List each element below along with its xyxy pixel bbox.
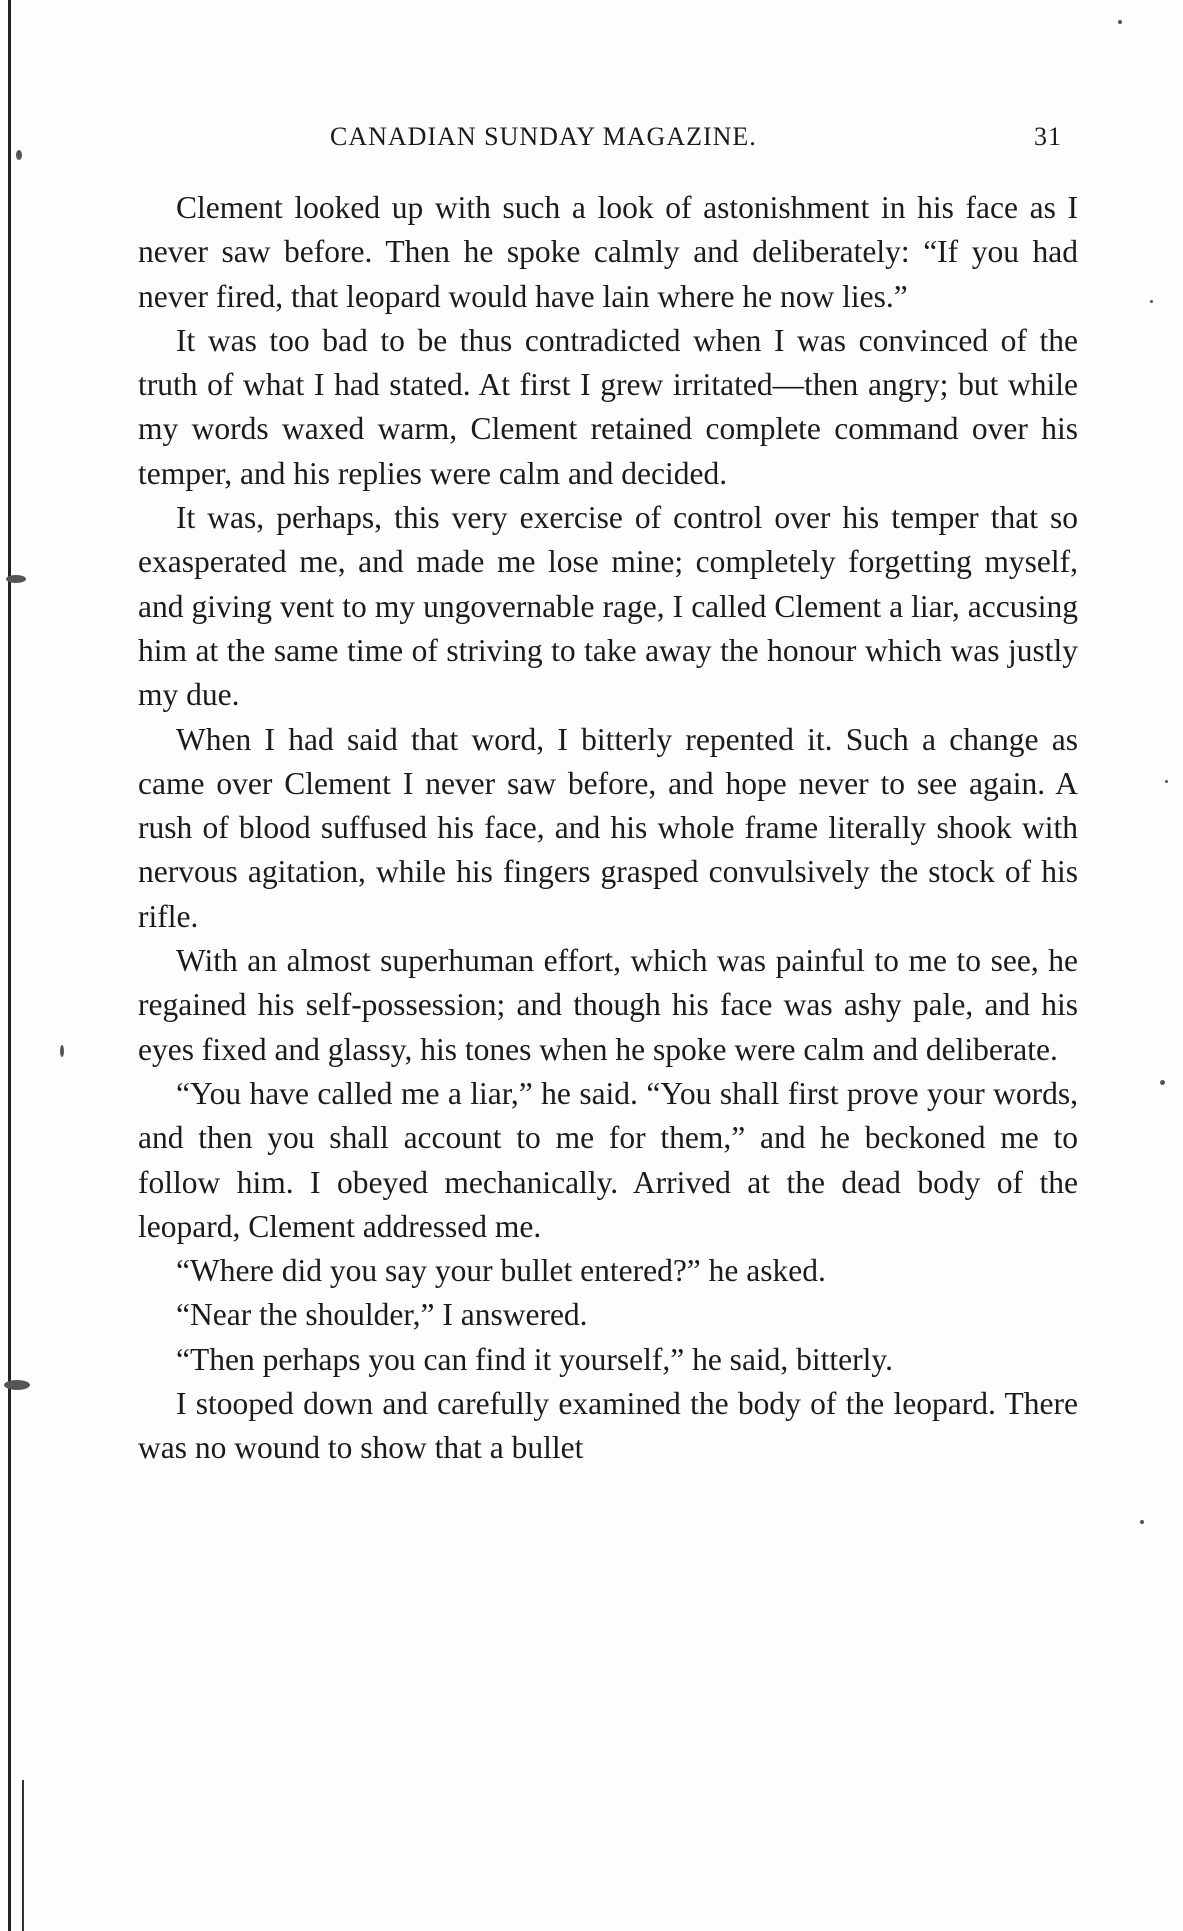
paragraph: “You have called me a liar,” he said. “You shall first prove your words, and then you shall account to me for them,” and he beckoned me to follow him. I obeyed mechanically. Arrived at the dead body of the leopard, Clement addressed me. [138, 1075, 1078, 1244]
paragraph: “Near the shoulder,” I answered. [176, 1297, 588, 1333]
paragraph: I stooped down and carefully examined the body of the leopard. There was no wound to show that a bullet [138, 1386, 1078, 1466]
paragraph: “Then perhaps you can find it yourself,” he said, bitterly. [176, 1341, 893, 1377]
page-binding-edge-lower [22, 1780, 24, 1931]
scan-speck [1165, 780, 1168, 783]
scan-speck [6, 575, 26, 583]
scan-speck [1118, 20, 1122, 24]
paragraph: Clement looked up with such a look of astonishment in his face as I never saw before. Then he spoke calmly and deliberately: “If you had never fired, that leopard would have lain where he now lies.” [138, 190, 1078, 314]
running-title: CANADIAN SUNDAY MAGAZINE. [330, 122, 757, 151]
page-binding-edge [8, 0, 11, 1931]
paragraph: It was too bad to be thus contradicted when I was convinced of the truth of what I had stated. At first I grew irritated—then angry; but while my words waxed warm, Clement retained complete command over his temper, and his replies were calm and decided. [138, 322, 1078, 491]
scan-speck [60, 1045, 64, 1057]
paragraph: “Where did you say your bullet entered?” he asked. [176, 1253, 826, 1289]
scan-speck [1150, 300, 1153, 303]
scan-speck [1160, 1080, 1165, 1085]
paragraph: It was, perhaps, this very exercise of control over his temper that so exasperated me, and made me lose mine; completely forgetting myself, and giving vent to my ungovernable rage, I called Clement a liar, accusing him at the same time of striving to take away the honour which was justly my due. [138, 500, 1078, 713]
scan-speck [1140, 1520, 1144, 1524]
scan-speck [16, 150, 22, 160]
article-body [138, 186, 1078, 1471]
page-number: 31 [1034, 122, 1062, 151]
paragraph: When I had said that word, I bitterly repented it. Such a change as came over Clement I never saw before, and hope never to see again. A rush of blood suffused his face, and his whole frame literally shook with nervous agitation, while his fingers grasped convulsively the stock of his rifle. [138, 721, 1078, 934]
paragraph: With an almost superhuman effort, which was painful to me to see, he regained his self-possession; and though his face was ashy pale, and his eyes fixed and glassy, his tones when he spoke were calm and deliberate. [138, 943, 1078, 1067]
scan-speck [4, 1380, 30, 1390]
